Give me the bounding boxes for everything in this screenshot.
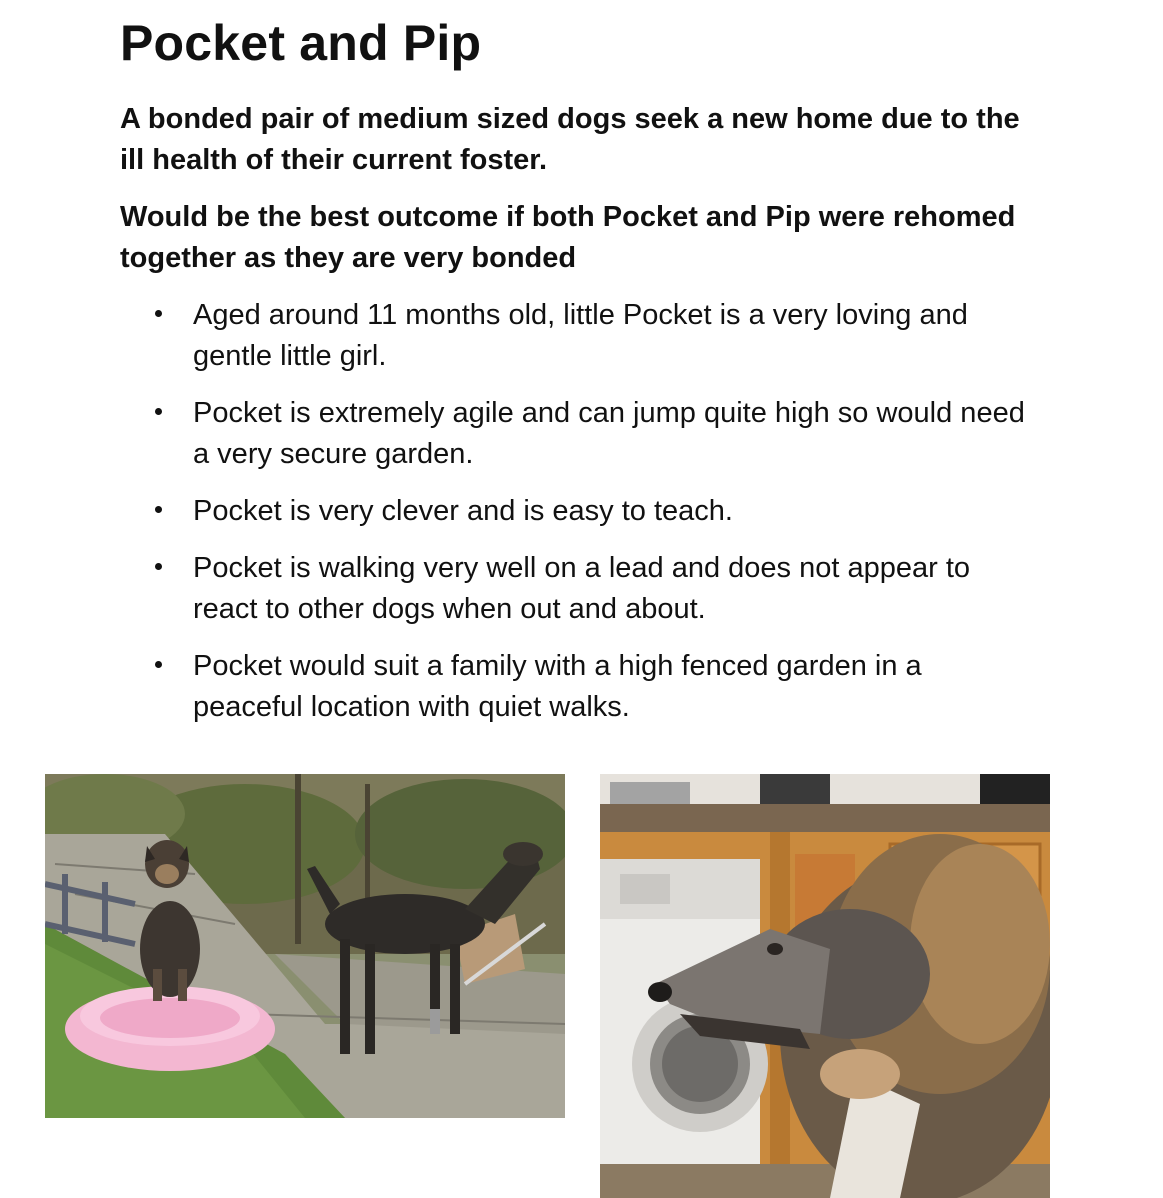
bullet-icon (155, 563, 162, 570)
list-item (150, 646, 1030, 728)
intro-paragraph: A bonded pair of medium sized dogs seek a new home due to the ill health of their current foster. (120, 103, 1020, 176)
bullet-icon (155, 506, 162, 513)
list-item-text: Pocket is extremely agile and can jump quite high so would need a very secure garden. (193, 397, 1025, 470)
bullet-icon (155, 408, 162, 415)
bullet-list (150, 295, 1030, 744)
bullet-icon (155, 310, 162, 317)
dog-in-kitchen-photo (600, 774, 1050, 1198)
together-paragraph: Would be the best outcome if both Pocket and Pip were rehomed together as they are very bonded (120, 201, 1016, 274)
list-item (150, 491, 1030, 532)
list-item-text: Pocket is very clever and is easy to teach. (193, 495, 733, 527)
bullet-icon (155, 661, 162, 668)
list-item-text: Aged around 11 months old, little Pocket is a very loving and gentle little girl. (193, 299, 968, 372)
list-item (150, 393, 1030, 475)
list-item-text: Pocket is walking very well on a lead and does not appear to react to other dogs when out and about. (193, 552, 971, 625)
list-item-text: Pocket would suit a family with a high fenced garden in a peaceful location with quiet walks. (193, 650, 922, 723)
page-title: Pocket and Pip (120, 15, 482, 71)
list-item (150, 548, 1030, 630)
list-item (150, 295, 1030, 377)
two-dogs-in-garden-photo (45, 774, 565, 1118)
